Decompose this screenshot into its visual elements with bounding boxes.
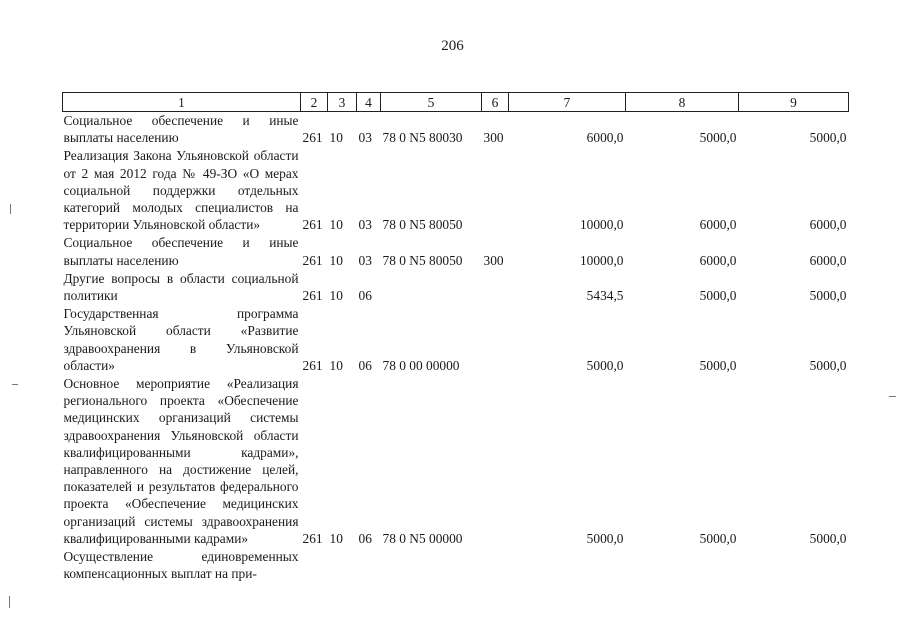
row-col4: 06 bbox=[358, 357, 372, 373]
table-row bbox=[63, 270, 849, 305]
row-col7: 5000,0 bbox=[586, 357, 624, 373]
page-number: 206 bbox=[441, 38, 464, 54]
row-col9: 5000,0 bbox=[809, 288, 847, 304]
row-col9: 5000,0 bbox=[809, 357, 847, 373]
table-row bbox=[63, 234, 849, 269]
row-col4: 06 bbox=[358, 530, 372, 546]
row-col6: 300 bbox=[483, 130, 504, 146]
row-col5: 78 0 00 00000 bbox=[382, 357, 460, 373]
row-col7: 10000,0 bbox=[579, 217, 624, 233]
scan-speck bbox=[10, 204, 11, 214]
col-header-7: 7 bbox=[509, 93, 626, 112]
row-col9: 6000,0 bbox=[809, 217, 847, 233]
row-col3 bbox=[328, 548, 357, 583]
row-col2: 261 bbox=[302, 288, 323, 304]
row-col4: 03 bbox=[358, 130, 372, 146]
row-col2: 261 bbox=[302, 252, 323, 268]
col-header-5: 5 bbox=[381, 93, 482, 112]
scan-speck bbox=[12, 384, 18, 385]
row-col8: 5000,0 bbox=[699, 530, 737, 546]
row-col9: 5000,0 bbox=[809, 530, 847, 546]
table-row bbox=[63, 305, 849, 375]
row-col2: 261 bbox=[302, 357, 323, 373]
row-col2: 261 bbox=[302, 530, 323, 546]
table-row bbox=[63, 147, 849, 234]
row-col3: 10 bbox=[329, 217, 343, 233]
row-col3: 10 bbox=[329, 130, 343, 146]
row-col3: 10 bbox=[329, 530, 343, 546]
row-name: Осуществление единовременных компенсационных выплат на при- bbox=[63, 549, 299, 582]
row-name: Реализация Закона Ульяновской области от 2 мая 2012 года № 49-ЗО «О мерах социальной поддержки отдельных категорий молодых специалистов на территории Ульяновской области» bbox=[63, 148, 299, 233]
row-col9 bbox=[739, 548, 849, 583]
row-col4: 06 bbox=[358, 288, 372, 304]
row-col2: 261 bbox=[302, 217, 323, 233]
row-col5: 78 0 N5 00000 bbox=[382, 530, 463, 546]
row-col9: 5000,0 bbox=[809, 130, 847, 146]
row-col9: 6000,0 bbox=[809, 252, 847, 268]
row-col2: 261 bbox=[302, 130, 323, 146]
row-name: Основное мероприятие «Реализация регионального проекта «Обеспечение медицинских организаций системы здравоохранения Ульяновской области квалифицированными кадрами», направленного на достижение целей, показателей и результатов федерального проекта «Обеспечение медицинских организаций системы здравоохранения квалифицированными кадрами» bbox=[63, 376, 299, 546]
row-col6 bbox=[482, 270, 509, 305]
col-header-1: 1 bbox=[63, 93, 301, 112]
scan-speck bbox=[889, 396, 896, 397]
row-col7: 10000,0 bbox=[579, 252, 624, 268]
row-col5: 78 0 N5 80030 bbox=[382, 130, 463, 146]
row-col8: 5000,0 bbox=[699, 357, 737, 373]
col-header-3: 3 bbox=[328, 93, 357, 112]
row-col4: 03 bbox=[358, 252, 372, 268]
row-col4: 03 bbox=[358, 217, 372, 233]
row-col2 bbox=[301, 548, 328, 583]
row-col5: 78 0 N5 80050 bbox=[382, 252, 463, 268]
col-header-2: 2 bbox=[301, 93, 328, 112]
row-col3: 10 bbox=[329, 252, 343, 268]
row-col7: 5434,5 bbox=[586, 288, 624, 304]
table-row bbox=[63, 375, 849, 548]
row-col6 bbox=[482, 305, 509, 375]
row-col8 bbox=[626, 548, 739, 583]
budget-table bbox=[62, 92, 849, 583]
row-col6 bbox=[482, 375, 509, 548]
row-col3: 10 bbox=[329, 357, 343, 373]
header-row bbox=[63, 93, 849, 112]
col-header-8: 8 bbox=[626, 93, 739, 112]
row-col6 bbox=[482, 147, 509, 234]
row-col4 bbox=[357, 548, 381, 583]
row-name: Другие вопросы в области социальной политики bbox=[63, 270, 299, 304]
row-name: Социальное обеспечение и иные выплаты населению bbox=[63, 235, 299, 268]
row-col8: 5000,0 bbox=[699, 130, 737, 146]
table-row bbox=[63, 112, 849, 148]
col-header-6: 6 bbox=[482, 93, 509, 112]
row-col3: 10 bbox=[329, 288, 343, 304]
row-name: Государственная программа Ульяновской области «Развитие здравоохранения в Ульяновской области» bbox=[63, 306, 299, 373]
table-row bbox=[63, 548, 849, 583]
scan-speck bbox=[9, 596, 10, 608]
row-col6 bbox=[482, 548, 509, 583]
row-col7: 5000,0 bbox=[586, 530, 624, 546]
row-col5 bbox=[381, 548, 482, 583]
row-name: Социальное обеспечение и иные выплаты населению bbox=[63, 113, 299, 146]
row-col8: 6000,0 bbox=[699, 252, 737, 268]
col-header-4: 4 bbox=[357, 93, 381, 112]
row-col5: 78 0 N5 80050 bbox=[382, 217, 463, 233]
row-col8: 6000,0 bbox=[699, 217, 737, 233]
row-col6: 300 bbox=[483, 252, 504, 268]
row-col5 bbox=[381, 270, 482, 305]
row-col7 bbox=[509, 548, 626, 583]
col-header-9: 9 bbox=[739, 93, 849, 112]
row-col8: 5000,0 bbox=[699, 288, 737, 304]
row-col7: 6000,0 bbox=[586, 130, 624, 146]
